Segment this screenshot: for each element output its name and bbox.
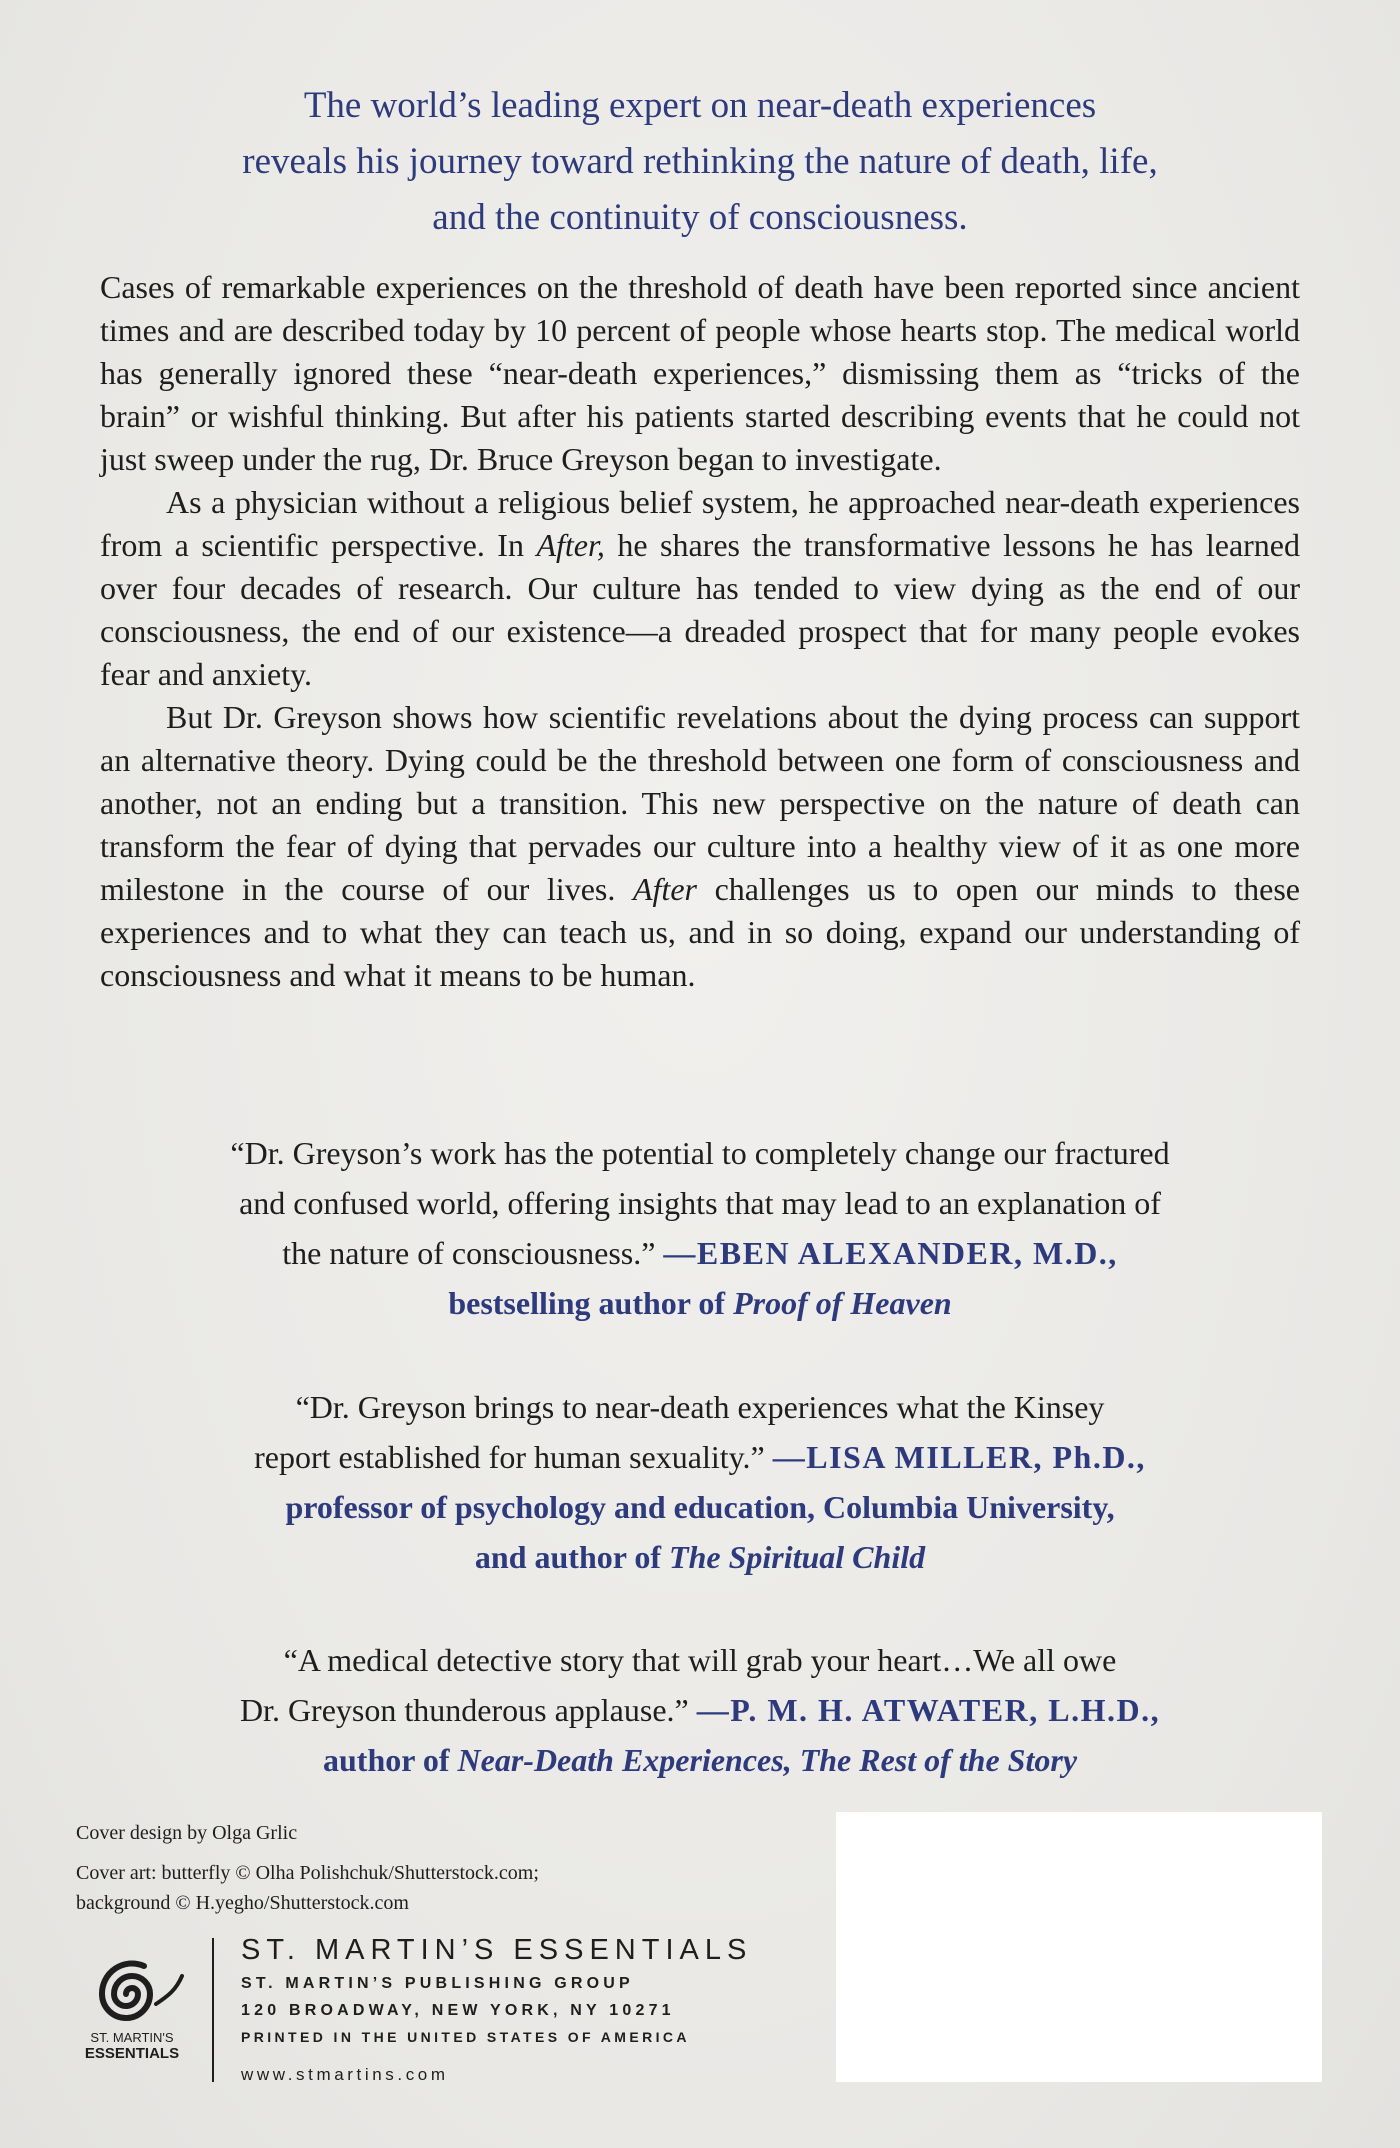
quote-credential — [100, 1532, 1300, 1582]
quote-line: and confused world, offering insights that may lead to an explanation of — [239, 1185, 1161, 1221]
art-credit — [76, 1858, 796, 1918]
quote-line: “Dr. Greyson brings to near-death experiences what the Kinsey — [295, 1389, 1105, 1425]
quote-attribution: —LISA MILLER, Ph.D., — [772, 1439, 1146, 1475]
design-credit: Cover design by Olga Grlic — [76, 1822, 298, 1844]
quote-text: the nature of consciousness.” — [282, 1235, 656, 1271]
description-paragraph: Cases of remarkable experiences on the threshold of death have been reported since ancient times and are described today by 10 percent of people whose hearts stop. The medical world has generally ignored these “near-death experiences,” dismissing them as “tricks of the brain” or wishful thinking. But after his patients started describing events that he could not just sweep under the rug, Dr. Bruce Greyson began to investigate. — [100, 269, 1300, 477]
credential-text: and author of — [474, 1539, 670, 1575]
paragraph-text: But Dr. Greyson shows how scientific revelations about the dying process can support an alternative theory. Dying could be the threshold between one form of consciousness and another, not an ending but a transition. This new perspective on the nature of death can transform the fear of dying that pervades our culture into a healthy view of it as one more milestone in the course of our lives. — [100, 699, 1300, 907]
publisher-group: ST. MARTIN’S PUBLISHING GROUP — [241, 1975, 634, 1992]
book-title: After — [632, 871, 697, 907]
credential-text: author of — [322, 1742, 458, 1778]
description-paragraph — [100, 481, 1300, 696]
quote-line: “A medical detective story that will grab your heart…We all owe — [283, 1642, 1117, 1678]
quote-attribution: —EBEN ALEXANDER, M.D., — [663, 1235, 1118, 1271]
publisher-info — [241, 1930, 841, 2090]
paragraph-text: he shares the transformative lessons he has learned over four decades of research. Our culture has tended to view dying as the end of our consciousness, the end of our existence—a dreaded prospect that for many people evokes fear and anxiety. — [100, 527, 1301, 692]
divider — [212, 1938, 214, 2082]
quote-credential — [100, 1278, 1300, 1328]
credential-text: bestselling author of — [448, 1285, 734, 1321]
tagline — [100, 78, 1300, 246]
quote-credential — [100, 1735, 1300, 1785]
quote-line — [100, 1228, 1300, 1278]
paragraph-text: challenges us to open our minds to these experiences and to what they can teach us, and in so doing, expand our understanding of consciousness and what it means to be human. — [100, 871, 1301, 993]
logo-wordmark — [66, 2030, 198, 2062]
logo-line: ST. MARTIN'S — [90, 2030, 174, 2045]
barcode-area — [836, 1812, 1322, 2082]
imprint-name: ST. MARTIN’S ESSENTIALS — [241, 1934, 753, 1966]
quote-text: report established for human sexuality.” — [254, 1439, 765, 1475]
publisher-address: 120 BROADWAY, NEW YORK, NY 10271 — [241, 2002, 675, 2019]
cover-credits — [76, 1818, 796, 1928]
book-title: Near-Death Experiences, The Rest of the Story — [457, 1742, 1078, 1778]
printed-in: PRINTED IN THE UNITED STATES OF AMERICA — [241, 2029, 690, 2045]
quote-line: “Dr. Greyson’s work has the potential to completely change our fractured — [230, 1135, 1170, 1171]
book-title: The Spiritual Child — [669, 1539, 926, 1575]
logo-line: ESSENTIALS — [84, 2045, 180, 2062]
description — [100, 266, 1300, 997]
blurb-quote — [100, 1635, 1300, 1785]
quote-attribution: —P. M. H. ATWATER, L.H.D., — [696, 1692, 1161, 1728]
tagline-line: and the continuity of consciousness. — [432, 197, 968, 238]
paragraph-text: As a physician without a religious belief system, he approached near-death experiences from a scientific perspective. In — [100, 484, 1300, 563]
art-credit-line: Cover art: butterfly © Olha Polishchuk/Shutterstock.com; — [76, 1862, 539, 1884]
quote-line — [100, 1685, 1300, 1735]
tagline-line: The world’s leading expert on near-death experiences — [303, 85, 1097, 126]
tagline-line: reveals his journey toward rethinking the nature of death, life, — [242, 141, 1158, 182]
quote-line — [100, 1432, 1300, 1482]
description-paragraph — [100, 696, 1300, 997]
art-credit-line: background © H.yegho/Shutterstock.com — [76, 1892, 409, 1914]
blurb-quote — [100, 1128, 1300, 1328]
quote-credential: professor of psychology and education, Columbia University, — [285, 1489, 1115, 1525]
publisher-url[interactable]: www.stmartins.com — [241, 2065, 449, 2084]
blurb-quote — [100, 1382, 1300, 1582]
quote-text: Dr. Greyson thunderous applause.” — [239, 1692, 689, 1728]
book-title: After, — [536, 527, 605, 563]
book-title: Proof of Heaven — [733, 1285, 952, 1321]
